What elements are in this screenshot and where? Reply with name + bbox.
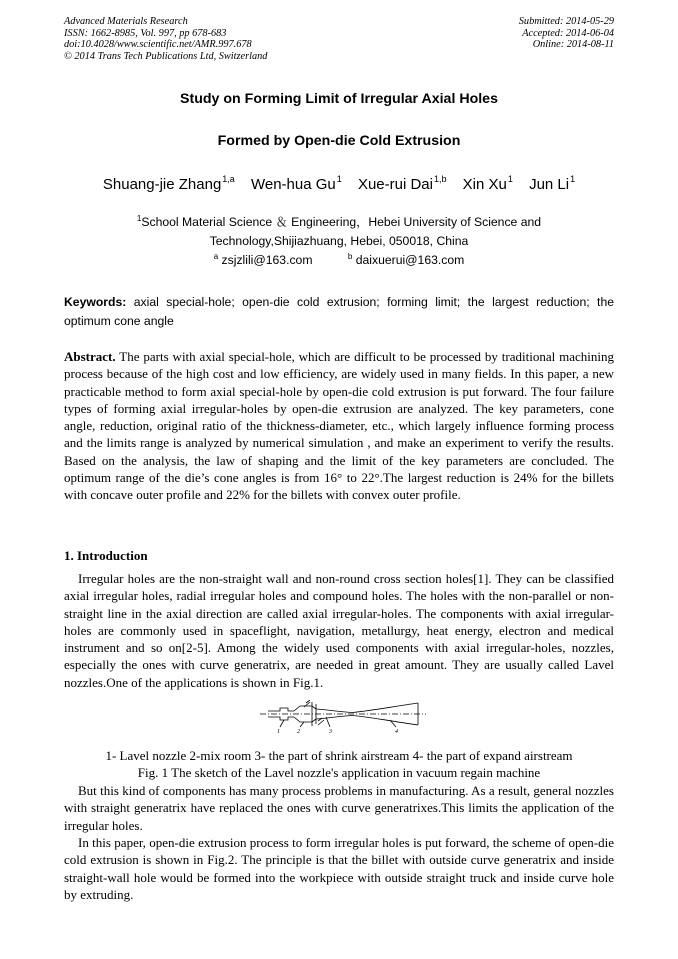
email[interactable]: $^b$ daixuerui@163.com (347, 252, 465, 267)
journal-name: Advanced Materials Research (64, 16, 188, 27)
paper-title-line-1: Study on Forming Limit of Irregular Axial Holes (180, 91, 498, 107)
online-date: Online: 2014-08-11 (532, 39, 614, 51)
author: Wen-hua Gu$^1$ (250, 174, 342, 193)
author-list (0, 174, 678, 193)
intro-paragraph-1: Irregular holes are the non-straight wall and non-round cross section holes[1]. They can be classified axial irregular holes, radial irregular holes and compound holes. The holes with the non-parallel or non-straight line in the axial direction are called axial irregular-holes. The components with axial irregular-holes are commonly used in spaceflight, navigation, metallurgy, heat energy, electron and medical instrument and so on[2-5]. Among the widely used components with axial irregular-holes, nozzles, especially the ones with curve generatrix, are needed in great amount. They are usually called Lavel nozzles.One of the applications is shown in Fig.1. (64, 571, 614, 690)
affiliation (0, 209, 678, 251)
keywords-text: axial special-hole; open-die cold extrusion; forming limit; the largest reduction; the optimum cone angle (64, 295, 615, 328)
affiliation-line-2: Technology,Shijiazhuang, Hebei, 050018, China (209, 234, 469, 248)
journal-metadata (64, 16, 267, 62)
intro-paragraph-2: But this kind of components has many process problems in manufacturing. As a result, general nozzles with straight generatrix have replaced the ones with curve generatrixes.This limits the application of the irregular holes. (64, 783, 614, 833)
figure-label-3: 3 (329, 729, 332, 735)
figure-1-lavel-nozzle-sketch (260, 700, 426, 742)
intro-paragraph-3: In this paper, open-die extrusion process to form irregular holes is put forward, the scheme of open-die cold extrusion is shown in Fig.2. The principle is that the billet with outside curve generatrix and inside straight-wall hole would be formed into the workpiece with outside straight truck and inside curve hole by extruding. (64, 835, 614, 902)
author: Jun Li$^1$ (529, 174, 576, 193)
affiliation-marker: 1 (136, 214, 142, 223)
nozzle-drawing (260, 700, 426, 742)
author: Shuang-jie Zhang$^{1,a}$ (102, 174, 235, 193)
publication-dates (519, 16, 614, 51)
author-emails (0, 252, 678, 267)
paper-title-line-2: Formed by Open-die Cold Extrusion (217, 133, 461, 149)
doi-line: doi:10.4028/www.scientific.net/AMR.997.678 (64, 39, 252, 51)
email[interactable]: $^a$ zsjzlili@163.com (213, 252, 313, 267)
figure-label-1: 1 (277, 729, 280, 735)
abstract-text: The parts with axial special-hole, which are difficult to be processed by traditional machining process because of the high cost and low efficiency, are widely used in many fields. In this paper, a new practicable method to form axial special-hole by open-die cold extrusion is put forward. The four failure types of forming axial irregular-holes by open-die extrusion are analyzed. The key parameters, cone angle, reduction, original ratio of the thickness-diameter, etc., which largely influence forming process and the limits range is analyzed by numerical simulation , and make an experiment to verify the results. Based on the analysis, the law of shaping and the limit of the key parameters are concluded. The optimum range of the die’s cone angles is from 16° to 22°.The largest reduction is 24% for the billets with concave outer profile and 22% for the billets with convex outer profile. (64, 349, 614, 503)
figure-1-caption: Fig. 1 The sketch of the Lavel nozzle's application in vacuum regain machine (137, 765, 541, 780)
accepted-date: Accepted: 2014-06-04 (522, 27, 614, 39)
figure-label-4: 4 (395, 729, 398, 735)
affiliation-line-1: School Material Science ＆ Engineering，Hebei University of Science and (141, 215, 542, 229)
copyright-line: © 2014 Trans Tech Publications Ltd, Switzerland (64, 50, 268, 62)
abstract-label: Abstract. (64, 349, 116, 364)
author: Xue-rui Dai$^{1,b}$ (357, 174, 447, 193)
figure-1-legend: 1- Lavel nozzle 2-mix room 3- the part of shrink airstream 4- the part of expand airstream (105, 748, 573, 763)
keywords-label: Keywords: (64, 295, 127, 309)
author: Xin Xu$^1$ (462, 174, 513, 193)
abstract-block (64, 348, 614, 504)
submitted-date: Submitted: 2014-05-29 (518, 16, 614, 27)
issn-line: ISSN: 1662-8985, Vol. 997, pp 678-683 (64, 27, 227, 39)
section-heading: 1. Introduction (64, 548, 148, 563)
keywords-block (64, 293, 614, 331)
figure-label-2: 2 (297, 729, 300, 735)
